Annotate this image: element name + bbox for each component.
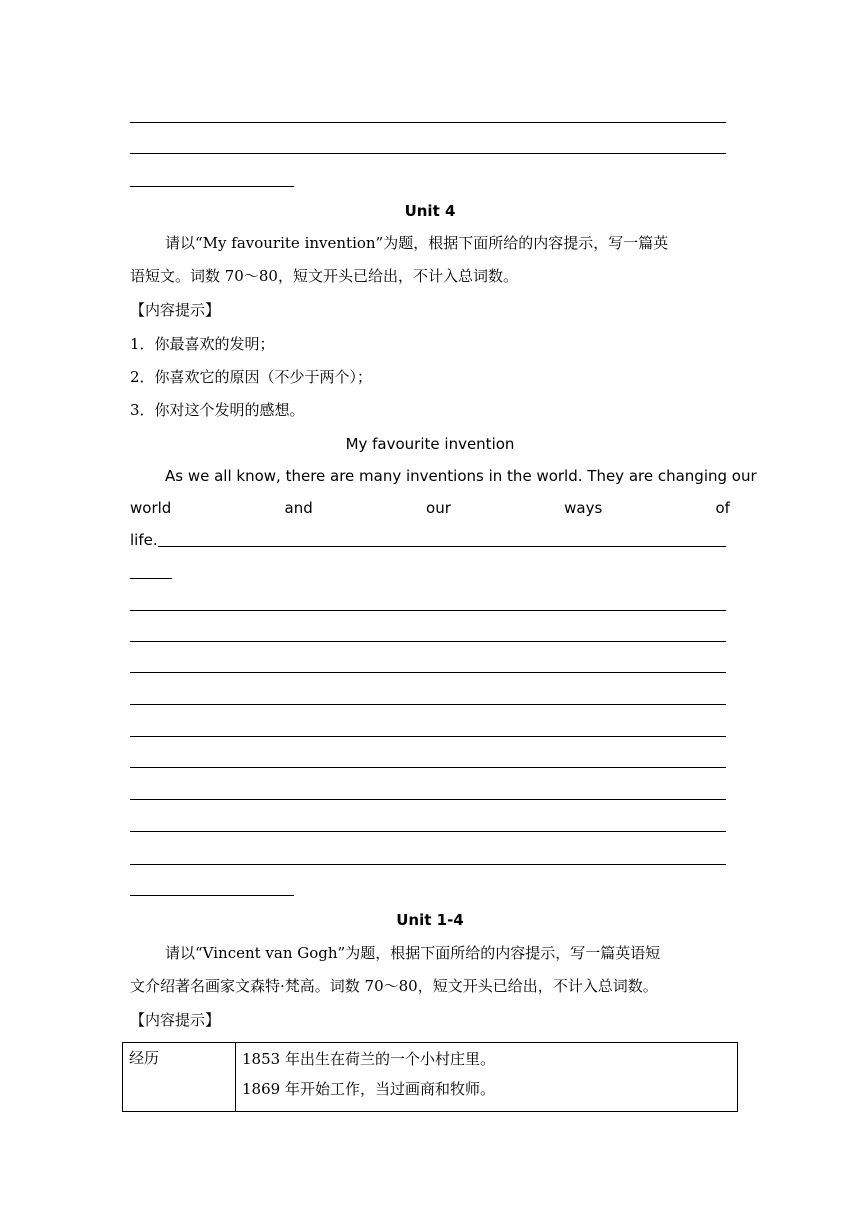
unit4-prompt-line1: 请以“My favourite invention”为题，根据下面所给的内容提示，写一篇英 (165, 234, 669, 252)
answer-line[interactable] (130, 831, 726, 832)
unit4-heading: Unit 4 (404, 202, 456, 220)
unit4-tips-label: 【内容提示】 (130, 301, 221, 319)
answer-line[interactable] (130, 641, 726, 642)
essay-opening-line2 (130, 498, 730, 518)
tips-table (122, 1042, 738, 1112)
unit14-prompt-line2: 文介绍著名画家文森特·梵高。词数 70～80，短文开头已给出，不计入总词数。 (130, 977, 658, 995)
table-item: 1869 年开始工作，当过画商和牧师。 (242, 1080, 495, 1098)
unit4-tip-1: 1．你最喜欢的发明； (130, 335, 275, 353)
essay-word: our (426, 499, 451, 517)
answer-line[interactable] (158, 546, 726, 547)
unit4-tip-2: 2．你喜欢它的原因（不少于两个）； (130, 368, 373, 386)
answer-line[interactable] (130, 610, 726, 611)
unit14-prompt-line1: 请以“Vincent van Gogh”为题，根据下面所给的内容提示，写一篇英语短 (165, 944, 661, 962)
row-label: 经历 (123, 1043, 236, 1112)
answer-line[interactable] (130, 799, 726, 800)
answer-line[interactable] (130, 704, 726, 705)
essay-opening-line3 (130, 530, 726, 550)
answer-line-end[interactable] (130, 895, 294, 896)
table-row (123, 1043, 738, 1112)
essay-word: ways (564, 499, 603, 517)
answer-line[interactable] (130, 122, 726, 123)
unit4-prompt-line2: 语短文。词数 70～80，短文开头已给出，不计入总词数。 (130, 267, 518, 285)
answer-line[interactable] (130, 767, 726, 768)
essay-line3-text: life. (130, 531, 158, 549)
answer-line[interactable] (130, 672, 726, 673)
unit14-tips-label: 【内容提示】 (130, 1011, 221, 1029)
answer-line-end[interactable] (130, 186, 294, 187)
essay-word: of (715, 499, 730, 517)
essay-word: world (130, 499, 172, 517)
answer-line[interactable] (130, 864, 726, 865)
essay-opening-line1: As we all know, there are many inventions in the world. They are changing our (165, 467, 757, 485)
unit14-heading: Unit 1-4 (396, 911, 464, 929)
answer-line[interactable] (130, 578, 172, 579)
essay-word: and (284, 499, 313, 517)
unit4-tip-3: 3．你对这个发明的感想。 (130, 401, 305, 419)
row-content (236, 1043, 738, 1112)
answer-line[interactable] (130, 153, 726, 154)
table-item: 1853 年出生在荷兰的一个小村庄里。 (242, 1050, 495, 1068)
essay-title: My favourite invention (345, 435, 515, 453)
answer-line[interactable] (130, 736, 726, 737)
